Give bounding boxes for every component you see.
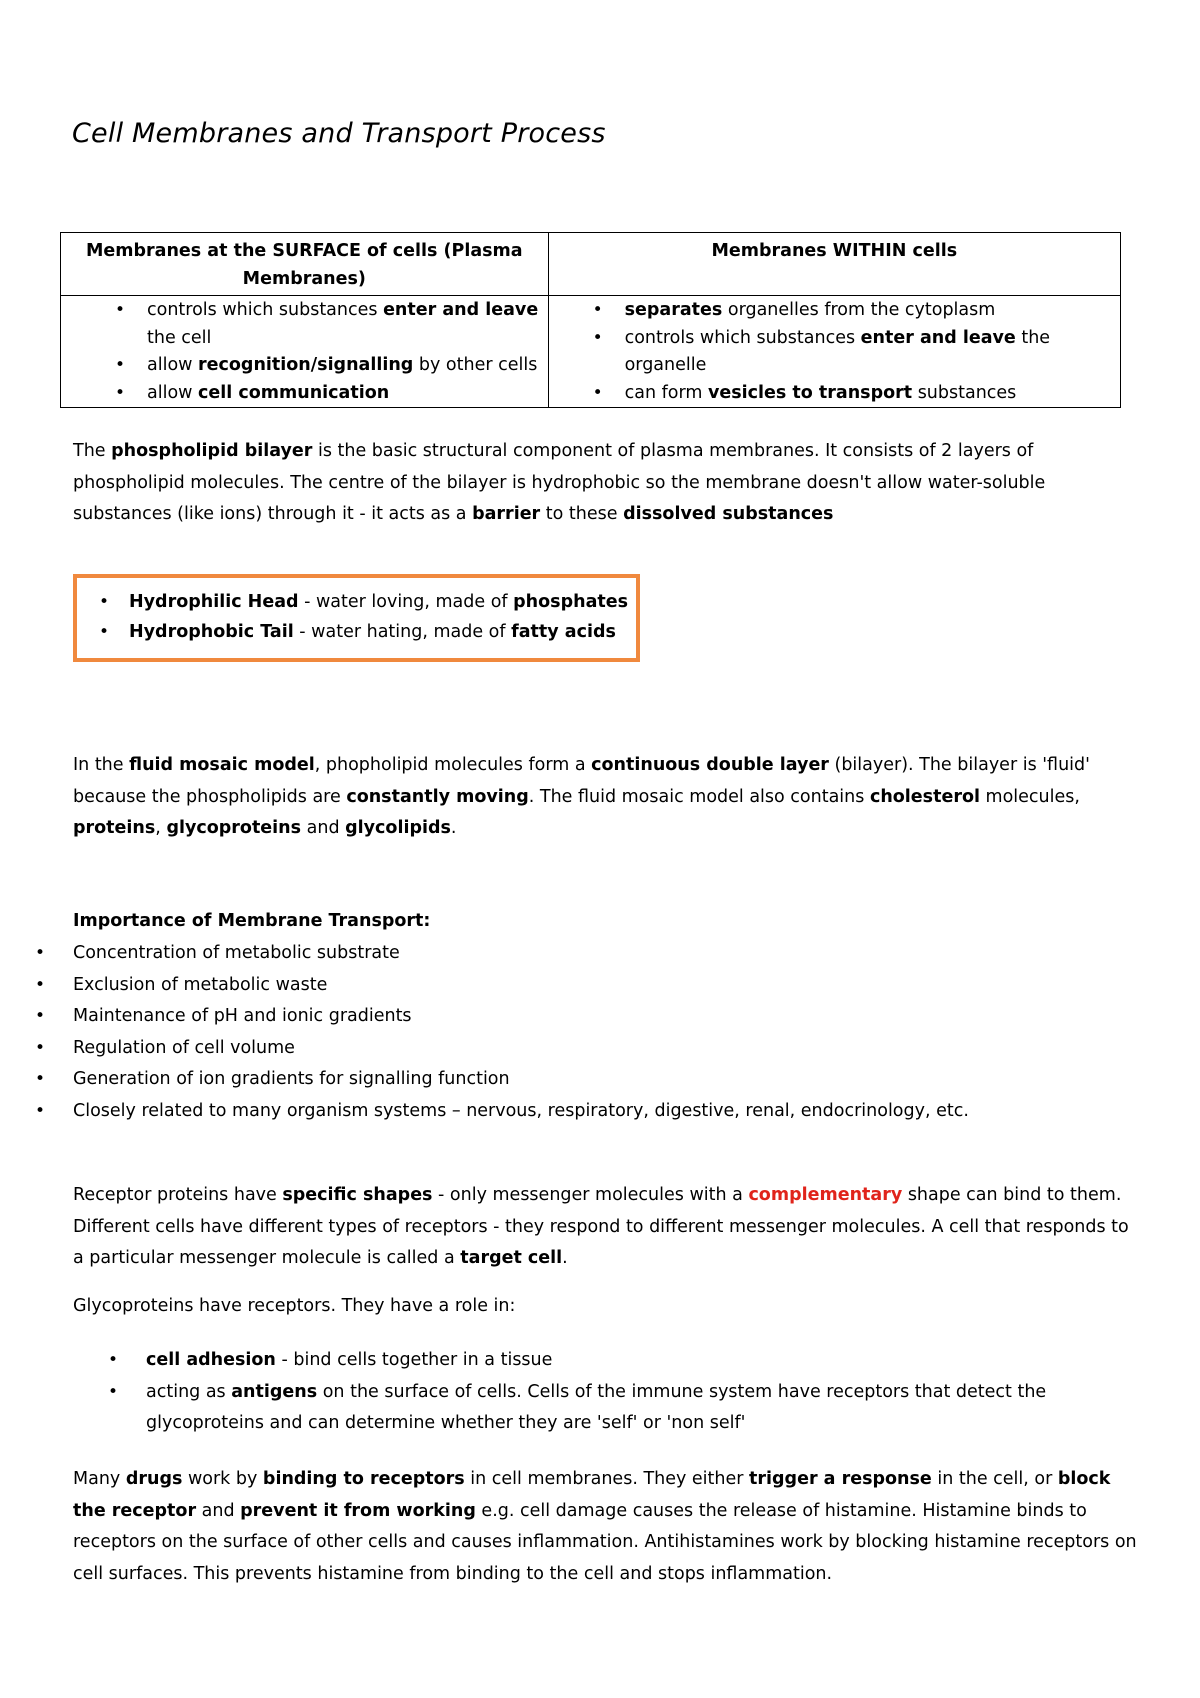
surface-list [69,297,540,407]
within-list [557,297,1112,407]
fluid-mosaic-paragraph: In the fluid mosaic model, phopholipid molecules form a continuous double layer (bilayer). The bilayer is 'fluid' because the phospholipids are constantly moving. The fluid mosaic model also contains cholesterol molecules, proteins, glycoproteins and glycolipids. [73,755,1090,838]
list-item: • can form vesicles to transport substances [625,380,1112,408]
surface-membranes-cell [61,296,549,408]
list-item: • Regulation of cell volume [73,1033,969,1065]
list-item: • Concentration of metabolic substrate [73,938,969,970]
list-item: • Hydrophobic Tail - water hating, made of fatty acids [129,617,636,647]
table-row [61,296,1121,408]
list-item: • Hydrophilic Head - water loving, made of phosphates [129,587,636,617]
list-item: • Maintenance of pH and ionic gradients [73,1001,969,1033]
table-header-row [61,233,1121,296]
header-surface-membranes: Membranes at the SURFACE of cells (Plasma Membranes) [61,233,549,296]
list-item: • Generation of ion gradients for signalling function [73,1064,969,1096]
list-item: • controls which substances enter and leave the cell [147,297,540,352]
importance-heading: Importance of Membrane Transport: [73,911,431,931]
list-item: • Exclusion of metabolic waste [73,970,969,1002]
list-item: • separates organelles from the cytoplasm [625,297,1112,325]
header-within-membranes: Membranes WITHIN cells [548,233,1120,296]
document-title: Cell Membranes and Transport Process [72,118,606,149]
glycoprotein-intro: Glycoproteins have receptors. They have a role in: [73,1296,516,1316]
head-tail-list [77,578,636,647]
list-item: • allow recognition/signalling by other cells [147,352,540,380]
list-item: • acting as antigens on the surface of cells. Cells of the immune system have receptors that detect the glycoproteins and can determine whether they are 'self' or 'non self' [146,1377,1066,1440]
list-item: • cell adhesion - bind cells together in a tissue [146,1345,1066,1377]
importance-list [0,938,969,1127]
membrane-comparison-table [60,232,1121,408]
drugs-paragraph: Many drugs work by binding to receptors in cell membranes. They either trigger a response in the cell, or block the receptor and prevent it from working e.g. cell damage causes the release of histamine. Histamine binds to receptors on the surface of other cells and causes inflammation. Antihistamines work by blocking histamine receptors on cell surfaces. This prevents histamine from binding to the cell and stops inflammation. [73,1469,1137,1584]
head-tail-box [73,574,640,662]
phospholipid-paragraph: The phospholipid bilayer is the basic structural component of plasma membranes. It consists of 2 layers of phospholipid molecules. The centre of the bilayer is hydrophobic so the membrane doesn't allow water-soluble substances (like ions) through it - it acts as a barrier to these dissolved substances [73,441,1046,524]
within-membranes-cell [548,296,1120,408]
receptor-paragraph: Receptor proteins have specific shapes - only messenger molecules with a complementary shape can bind to them. Different cells have different types of receptors - they respond to different messenger molecules. A cell that responds to a particular messenger molecule is called a target cell. [73,1185,1129,1268]
list-item: • controls which substances enter and leave the organelle [625,325,1112,380]
list-item: • allow cell communication [147,380,540,408]
list-item: • Closely related to many organism systems – nervous, respiratory, digestive, renal, endocrinology, etc. [73,1096,969,1128]
glycoprotein-role-list [0,1345,1066,1440]
